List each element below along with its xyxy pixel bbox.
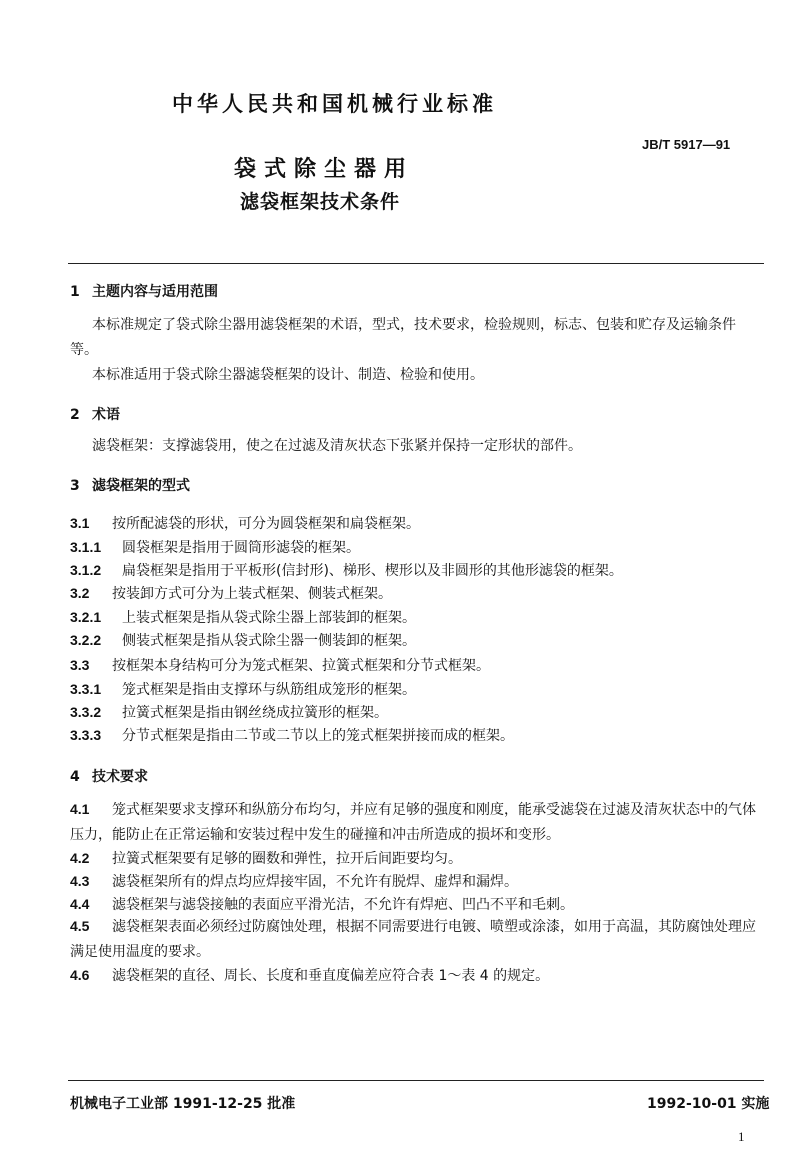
clause-text: 分节式框架是指由二节或二节以上的笼式框架拼接而成的框架。 bbox=[122, 728, 514, 744]
clause-text: 圆袋框架是指用于圆筒形滤袋的框架。 bbox=[122, 540, 360, 556]
section-title: 技术要求 bbox=[92, 769, 148, 785]
section-number: 4 bbox=[70, 769, 80, 785]
clause-3-1 bbox=[70, 513, 420, 533]
clause-4-6 bbox=[70, 965, 549, 985]
clause-4-4 bbox=[70, 894, 574, 914]
clause-3-1-1 bbox=[70, 537, 360, 557]
clause-3-1-2 bbox=[70, 560, 623, 580]
section-2-paragraph-1: 滤袋框架：支撑滤袋用，使之在过滤及清灰状态下张紧并保持一定形状的部件。 bbox=[92, 438, 582, 454]
clause-number: 3.3 bbox=[70, 657, 90, 673]
clause-text: 笼式框架是指由支撑环与纵筋组成笼形的框架。 bbox=[122, 682, 416, 698]
clause-number: 3.2 bbox=[70, 585, 90, 601]
clause-number: 4.5 bbox=[70, 918, 90, 934]
section-number: 1 bbox=[70, 284, 80, 300]
clause-text: 滤袋框架的直径、周长、长度和垂直度偏差应符合表 1～表 4 的规定。 bbox=[112, 968, 550, 984]
clause-number: 3.2.2 bbox=[70, 632, 102, 648]
clause-4-5 bbox=[70, 914, 760, 965]
clause-text: 滤袋框架与滤袋接触的表面应平滑光洁，不允许有焊疤、凹凸不平和毛刺。 bbox=[112, 897, 574, 913]
clause-4-2 bbox=[70, 848, 462, 868]
clause-number: 3.1 bbox=[70, 515, 90, 531]
section-3-heading bbox=[70, 475, 190, 495]
clause-text: 拉簧式框架是指由钢丝绕成拉簧形的框架。 bbox=[122, 705, 388, 721]
section-title: 术语 bbox=[92, 407, 120, 423]
effective-date: 1992-10-01 实施 bbox=[647, 1096, 770, 1112]
clause-text: 扁袋框架是指用于平板形(信封形)、梯形、楔形以及非圆形的其他形滤袋的框架。 bbox=[122, 563, 623, 579]
clause-number: 4.6 bbox=[70, 967, 90, 983]
clause-number: 3.3.2 bbox=[70, 704, 102, 720]
clause-3-3-3 bbox=[70, 725, 514, 745]
clause-4-1 bbox=[70, 797, 760, 848]
standard-code: JB/T 5917—91 bbox=[642, 137, 731, 152]
section-2-heading bbox=[70, 404, 120, 424]
clause-text: 按所配滤袋的形状，可分为圆袋框架和扁袋框架。 bbox=[112, 516, 420, 532]
document-title-line2: 滤袋框架技术条件 bbox=[240, 191, 401, 213]
clause-3-3-2 bbox=[70, 702, 388, 722]
section-1-paragraph-1: 本标准规定了袋式除尘器用滤袋框架的术语，型式，技术要求，检验规则，标志、包装和贮存及运输条件等。 bbox=[70, 317, 736, 358]
clause-4-3 bbox=[70, 871, 518, 891]
clause-number: 4.4 bbox=[70, 896, 90, 912]
clause-number: 4.2 bbox=[70, 850, 90, 866]
section-title: 主题内容与适用范围 bbox=[92, 284, 218, 300]
issuing-body: 中华人民共和国机械行业标准 bbox=[172, 92, 497, 116]
section-1-heading bbox=[70, 281, 218, 301]
clause-number: 3.1.2 bbox=[70, 562, 102, 578]
section-1-paragraph-2: 本标准适用于袋式除尘器滤袋框架的设计、制造、检验和使用。 bbox=[92, 367, 484, 383]
clause-text: 滤袋框架所有的焊点均应焊接牢固，不允许有脱焊、虚焊和漏焊。 bbox=[112, 874, 518, 890]
section-title: 滤袋框架的型式 bbox=[92, 478, 190, 494]
clause-3-3 bbox=[70, 655, 490, 675]
clause-text: 拉簧式框架要有足够的圈数和弹性，拉开后间距要均匀。 bbox=[112, 851, 462, 867]
clause-text: 笼式框架要求支撑环和纵筋分布均匀，并应有足够的强度和刚度，能承受滤袋在过滤及清灰状态中的气体压力，能防止在正常运输和安装过程中发生的碰撞和冲击所造成的损坏和变形。 bbox=[70, 802, 756, 843]
clause-number: 3.3.3 bbox=[70, 727, 102, 743]
section-number: 3 bbox=[70, 478, 80, 494]
clause-3-2 bbox=[70, 583, 392, 603]
clause-number: 4.3 bbox=[70, 873, 90, 889]
header-divider bbox=[68, 263, 764, 264]
page-number: 1 bbox=[738, 1129, 745, 1144]
document-title-line1: 袋式除尘器用 bbox=[234, 157, 415, 182]
clause-text: 上装式框架是指从袋式除尘器上部装卸的框架。 bbox=[122, 610, 416, 626]
approval-note: 机械电子工业部 1991-12-25 批准 bbox=[70, 1096, 296, 1112]
clause-text: 按框架本身结构可分为笼式框架、拉簧式框架和分节式框架。 bbox=[112, 658, 490, 674]
clause-number: 3.2.1 bbox=[70, 609, 102, 625]
section-number: 2 bbox=[70, 407, 80, 423]
clause-3-3-1 bbox=[70, 679, 416, 699]
clause-number: 4.1 bbox=[70, 801, 90, 817]
clause-number: 3.3.1 bbox=[70, 681, 102, 697]
clause-3-2-1 bbox=[70, 607, 416, 627]
clause-text: 滤袋框架表面必须经过防腐蚀处理，根据不同需要进行电镀、喷塑或涂漆，如用于高温，其防腐蚀处理应满足使用温度的要求。 bbox=[70, 919, 756, 960]
section-4-heading bbox=[70, 766, 148, 786]
clause-number: 3.1.1 bbox=[70, 539, 102, 555]
clause-text: 侧装式框架是指从袋式除尘器一侧装卸的框架。 bbox=[122, 633, 416, 649]
clause-3-2-2 bbox=[70, 630, 416, 650]
footer-divider bbox=[68, 1080, 764, 1081]
clause-text: 按装卸方式可分为上装式框架、侧装式框架。 bbox=[112, 586, 392, 602]
